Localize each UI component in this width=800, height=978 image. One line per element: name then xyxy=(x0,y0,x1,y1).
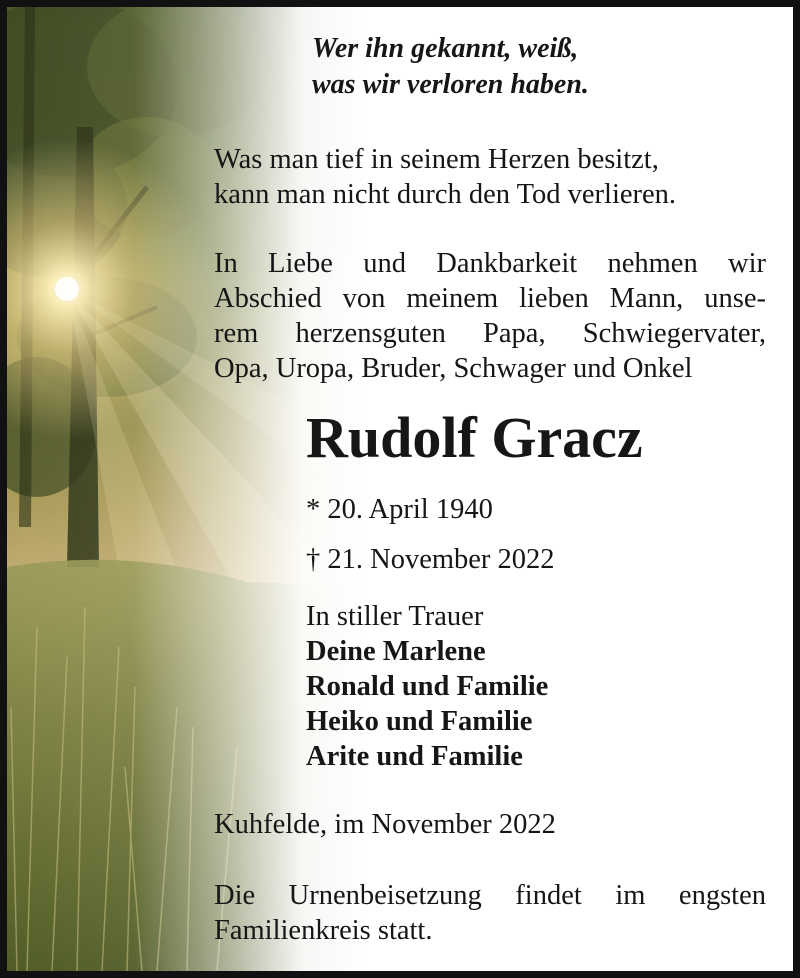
mourner-name: Arite und Familie xyxy=(306,741,523,772)
verse-line: kann man nicht durch den Tod verlieren. xyxy=(214,179,677,210)
intro-line: In Liebe und Dankbarkeit nehmen wir xyxy=(214,248,766,279)
mourners-heading: In stiller Trauer xyxy=(306,601,484,632)
intro-line: rem herzensguten Papa, Schwiegervater, xyxy=(214,318,766,349)
deceased-name: Rudolf Gracz xyxy=(306,405,643,470)
motto xyxy=(312,31,589,103)
mourner-name: Ronald und Familie xyxy=(306,671,549,702)
verse xyxy=(214,142,766,212)
burial-note xyxy=(214,878,766,948)
birth-date: * 20. April 1940 xyxy=(306,494,493,525)
motto-line: Wer ihn gekannt, weiß, xyxy=(312,33,579,64)
mourner-name: Deine Marlene xyxy=(306,636,486,667)
mourners xyxy=(306,599,548,774)
motto-line: was wir verloren haben. xyxy=(312,69,589,100)
intro-line: Abschied von meinem lieben Mann, unse- xyxy=(214,283,766,314)
place-date: Kuhfelde, im November 2022 xyxy=(214,809,556,840)
mourner-name: Heiko und Familie xyxy=(306,706,533,737)
life-dates xyxy=(306,485,555,585)
burial-note-line: Die Urnenbeisetzung findet im engsten xyxy=(214,880,766,911)
verse-line: Was man tief in seinem Herzen besitzt, xyxy=(214,144,659,175)
intro-paragraph xyxy=(214,246,766,386)
burial-note-line: Familienkreis statt. xyxy=(214,915,433,946)
death-date: † 21. November 2022 xyxy=(306,544,555,575)
intro-line: Opa, Uropa, Bruder, Schwager und Onkel xyxy=(214,353,693,384)
